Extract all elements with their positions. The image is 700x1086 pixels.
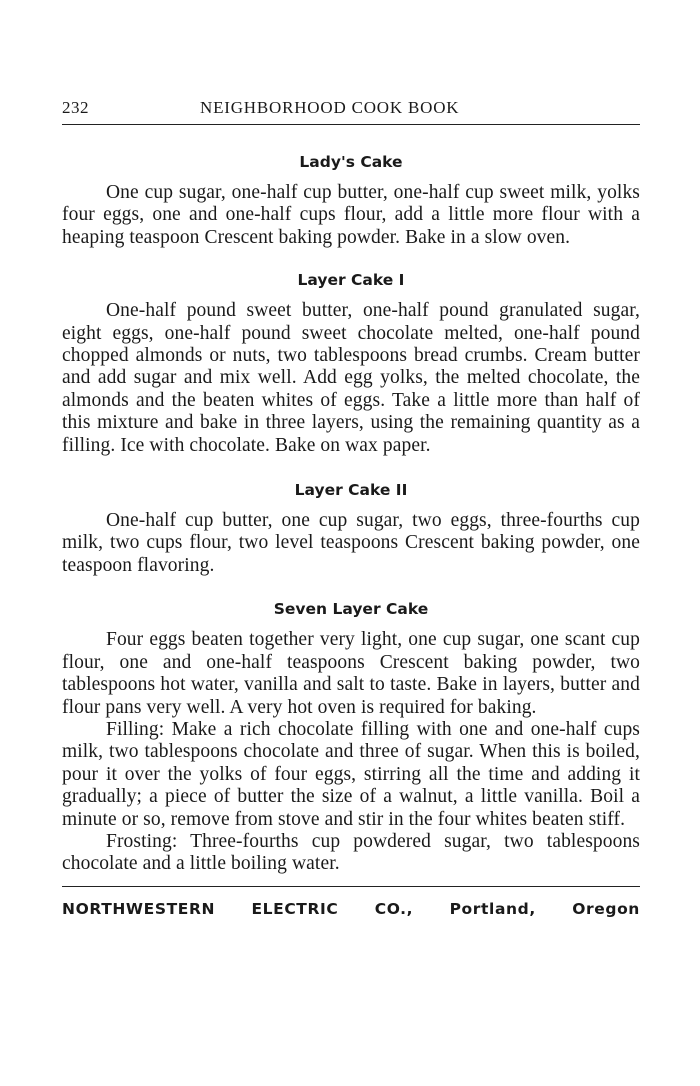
recipe-paragraph-frosting: Frosting: Three-fourths cup powdered sugar, two tablespoons chocolate and a little boiling water. bbox=[62, 830, 640, 875]
footer-city: Portland, bbox=[449, 899, 536, 918]
footer-state: Oregon bbox=[572, 899, 640, 918]
recipe-paragraph: One-half pound sweet butter, one-half pound granulated sugar, eight eggs, one-half pound sweet chocolate melted, one-half pound chopped almonds or nuts, two tablespoons bread crumbs. Cream butter and add sugar and mix well. Add egg yolks, the melted chocolate, the almonds and the beaten whites of eggs. Take a little more than half of this mixture and bake in three layers, using the remaining quantity as a filling. Ice with chocolate. Bake on wax paper. bbox=[62, 300, 640, 456]
footer-imprint bbox=[62, 900, 640, 918]
book-page bbox=[62, 98, 640, 918]
recipe-paragraph: One-half cup butter, one cup sugar, two eggs, three-fourths cup milk, two cups flour, two level teaspoons Crescent baking powder, one teaspoon flavoring. bbox=[62, 510, 640, 576]
footer-word-electric: ELECTRIC bbox=[251, 899, 339, 918]
recipe-paragraph-filling: Filling: Make a rich chocolate filling with one and one-half cups milk, two tablespoons chocolate and three of sugar. When this is boiled, pour it over the yolks of four eggs, stirring all the time and adding it gradually; a piece of butter the size of a walnut, a little vanilla. Boil a minute or so, remove from stove and stir in the four whites beaten stiff. bbox=[62, 718, 640, 830]
footer-word-co: CO., bbox=[374, 899, 414, 918]
recipe-paragraph: One cup sugar, one-half cup butter, one-half cup sweet milk, yolks four eggs, one and one-half cups flour, add a little more flour with a heaping teaspoon Crescent baking powder. Bake in a slow oven. bbox=[62, 182, 640, 248]
page-number: 232 bbox=[62, 98, 89, 117]
recipe-title-ladys-cake: Lady's Cake bbox=[299, 153, 403, 171]
recipe-paragraph: Four eggs beaten together very light, one cup sugar, one scant cup flour, one and one-half teaspoons Crescent baking powder, two tablespoons hot water, vanilla and salt to taste. Bake in layers, butter and flour pans very well. A very hot oven is required for baking. bbox=[62, 629, 640, 718]
recipe-title-layer-cake-ii: Layer Cake II bbox=[294, 481, 408, 500]
running-head bbox=[62, 98, 640, 122]
footer-rule bbox=[62, 886, 640, 887]
recipe-title-seven-layer-cake: Seven Layer Cake bbox=[273, 600, 429, 619]
book-title: NEIGHBORHOOD COOK BOOK bbox=[200, 98, 460, 117]
footer-company: NORTHWESTERN bbox=[62, 899, 216, 918]
recipe-title-layer-cake-i: Layer Cake I bbox=[297, 271, 405, 290]
